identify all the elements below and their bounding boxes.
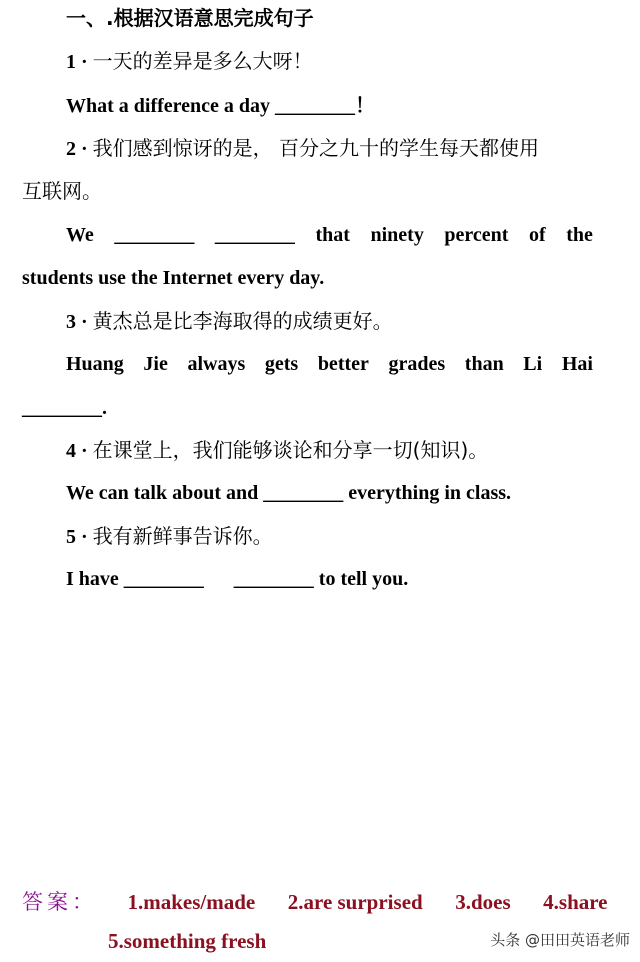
item-5-chinese — [66, 522, 273, 551]
item-3-english — [66, 350, 593, 378]
watermark: 头条 @田田英语老师 — [490, 931, 630, 949]
item-2-english-cont: students use the Internet every day. — [22, 267, 325, 289]
word: than — [464, 353, 504, 375]
item-2-number: 2 · — [66, 138, 93, 160]
item-2-chinese-cont: 互联网。 — [22, 179, 102, 203]
item-2-english — [66, 221, 593, 249]
word: the — [566, 224, 593, 246]
item-3-english-cont: ________. — [22, 397, 107, 419]
item-3-number: 3 · — [66, 311, 93, 333]
word: of — [529, 224, 546, 246]
answer-4: 4.share — [543, 890, 608, 914]
answer-2: 2.are surprised — [287, 890, 423, 914]
word: always — [187, 353, 246, 375]
word: better — [317, 353, 369, 375]
section-title: 一、.根据汉语意思完成句子 — [66, 6, 314, 30]
answers-label: 答案： — [22, 890, 97, 914]
item-4-chinese — [66, 436, 488, 465]
word: percent — [444, 224, 509, 246]
answer-1: 1.makes/made — [127, 890, 256, 914]
blank: ________ — [114, 224, 195, 246]
item-4-chinese-text: 在课堂上，我们能够谈论和分享一切(知识)。 — [92, 438, 489, 462]
answers-row-2 — [108, 929, 266, 954]
word: We — [66, 224, 94, 246]
word: Hai — [561, 353, 593, 375]
item-5-english-part-b: ________ to tell you. — [233, 568, 409, 590]
item-3-chinese — [66, 307, 393, 336]
item-5-number: 5 · — [66, 526, 93, 548]
item-4-number: 4 · — [66, 440, 93, 462]
item-2-chinese — [66, 134, 539, 163]
word: Jie — [143, 353, 168, 375]
item-1-number: 1 · — [66, 51, 93, 73]
word: grades — [388, 353, 446, 375]
answer-5: 5.something fresh — [108, 929, 267, 953]
item-5-english — [66, 565, 408, 593]
item-2-chinese-text: 我们感到惊讶的是， 百分之九十的学生每天都使用 — [92, 136, 540, 160]
word: that — [315, 224, 350, 246]
answers-row-1 — [22, 886, 608, 916]
item-1-chinese — [66, 47, 313, 76]
item-5-chinese-text: 我有新鲜事告诉你。 — [92, 524, 273, 548]
item-1-chinese-text: 一天的差异是多么大呀！ — [92, 49, 313, 73]
word: Huang — [66, 353, 124, 375]
blank: ________ — [214, 224, 295, 246]
word: gets — [264, 353, 299, 375]
item-1-english: What a difference a day ________！ — [66, 95, 376, 117]
word: ninety — [370, 224, 424, 246]
answer-3: 3.does — [455, 890, 511, 914]
item-4-english: We can talk about and ________ everything in class. — [66, 482, 512, 504]
item-5-english-part-a: I have ________ — [66, 568, 204, 590]
item-3-chinese-text: 黄杰总是比李海取得的成绩更好。 — [92, 309, 393, 333]
word: Li — [523, 353, 543, 375]
